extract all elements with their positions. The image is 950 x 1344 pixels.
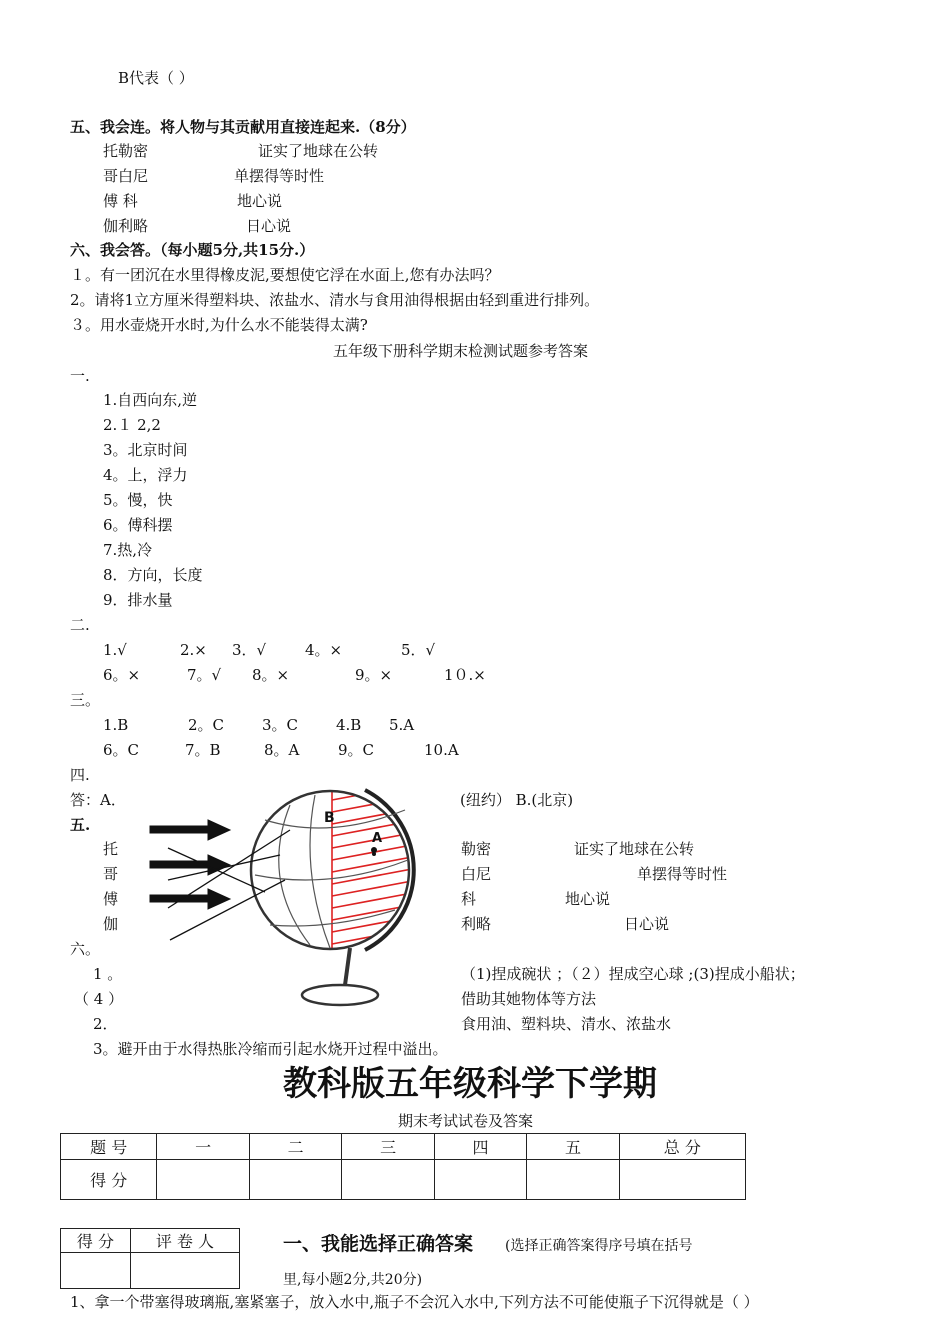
score-header-cell: 三	[342, 1134, 434, 1160]
answer-1-item: 5。慢，快	[103, 491, 173, 509]
answer-b-blank: B代表（ ）	[118, 69, 194, 87]
answer-4-suffix: (纽约） B.(北京)	[460, 791, 574, 809]
grader-score-label: 得 分	[61, 1229, 131, 1253]
answer-2-item: 5．√	[401, 641, 436, 659]
exam-subtitle: 期末考试试卷及答案	[398, 1112, 534, 1130]
answer-5-left: 伽	[103, 915, 119, 933]
answer-key-title: 五年级下册科学期末检测试题参考答案	[333, 342, 589, 360]
globe-illustration	[140, 780, 440, 1015]
answer-2-item: 4。×	[305, 641, 343, 659]
answer-3-item: 6。C	[103, 741, 140, 759]
answer-4-prefix: 答：A．	[70, 791, 126, 809]
answer-1-item: 1.自西向东,逆	[103, 391, 198, 409]
score-header-cell: 五	[527, 1134, 619, 1160]
grader-name-cell[interactable]	[130, 1253, 239, 1289]
answer-2-item: 7。√	[187, 666, 222, 684]
score-header-cell: 题 号	[61, 1134, 157, 1160]
score-header-cell: 二	[249, 1134, 341, 1160]
answer-1-item: 2.１ 2,2	[103, 416, 161, 434]
score-header-cell: 总 分	[619, 1134, 745, 1160]
answer-6-3: 3。避开由于水得热胀冷缩而引起水烧开过程中溢出。	[93, 1040, 448, 1058]
globe-label-b: B	[324, 810, 335, 826]
answer-2-item: 2.×	[180, 641, 207, 659]
contrib-4: 日心说	[246, 217, 292, 235]
score-cell[interactable]	[527, 1160, 619, 1200]
answer-5-left: 傅	[103, 890, 119, 908]
answer-1-item: 9．排水量	[103, 591, 173, 609]
arrow-icon	[150, 820, 230, 909]
answer-3-item: 7。B	[185, 741, 221, 759]
person-1: 托勒密	[103, 142, 149, 160]
score-cell[interactable]	[619, 1160, 745, 1200]
score-cell[interactable]	[342, 1160, 434, 1200]
section6-title: 六、我会答。（每小题5分,共15分.）	[70, 241, 315, 259]
answer-4-head: 四.	[70, 766, 90, 784]
answer-5-contrib: 证实了地球在公转	[574, 840, 695, 858]
answer-3-head: 三。	[70, 691, 101, 709]
answer-2-head: 二.	[70, 616, 90, 634]
answer-2-item: 3．√	[232, 641, 267, 659]
score-table	[60, 1133, 746, 1200]
score-row-label: 得 分	[61, 1160, 157, 1200]
answer-2-item: 1.√	[103, 641, 127, 659]
answer-5-contrib: 日心说	[624, 915, 670, 933]
answer-5-contrib: 单摆得等时性	[637, 865, 728, 883]
contrib-2: 单摆得等时性	[234, 167, 325, 185]
answer-3-item: 8。A	[264, 741, 300, 759]
part1-note-cont: 里,每小题2分,共20分)	[283, 1272, 423, 1288]
answer-6-1-cont: 借助其她物体等方法	[461, 990, 597, 1008]
answer-6-2-num: 2．	[93, 1015, 118, 1033]
person-2: 哥白尼	[103, 167, 149, 185]
globe-base	[302, 985, 378, 1005]
contrib-1: 证实了地球在公转	[258, 142, 379, 160]
answer-5-right: 利略	[461, 915, 492, 933]
answer-1-head: 一.	[70, 367, 90, 385]
sunlit-hatch	[332, 785, 412, 956]
grader-table	[60, 1228, 240, 1289]
answer-5-left: 托	[103, 840, 119, 858]
contrib-3: 地心说	[237, 192, 283, 210]
answer-2-item: 8。×	[252, 666, 290, 684]
answer-1-item: 7.热,冷	[103, 541, 153, 559]
person-4: 伽利略	[103, 217, 149, 235]
answer-2-item: 1０.×	[444, 666, 486, 684]
answer-3-item: 2。C	[188, 716, 225, 734]
answer-3-item: 1.B	[103, 716, 129, 734]
grader-name-label: 评 卷 人	[130, 1229, 239, 1253]
answer-1-item: 4。上，浮力	[103, 466, 188, 484]
exam-title: 教科版五年级科学下学期	[283, 1064, 657, 1104]
answer-5-contrib: 地心说	[565, 890, 611, 908]
answer-2-item: 9。×	[355, 666, 393, 684]
answer-3-item: 5.A	[389, 716, 415, 734]
answer-5-right: 勒密	[461, 840, 492, 858]
question-6-1: １。有一团沉在水里得橡皮泥,要想使它浮在水面上,您有办法吗？	[70, 266, 500, 284]
answer-6-head: 六。	[70, 940, 101, 958]
answer-5-right: 科	[461, 890, 477, 908]
answer-6-1-num: 1 。	[93, 965, 123, 983]
answer-3-item: 10.A	[424, 741, 459, 759]
part1-question-1: 1、拿一个带塞得玻璃瓶,塞紧塞子，放入水中,瓶子不会沉入水中,下列方法不可能使瓶子下沉得就是（ ）	[70, 1293, 759, 1311]
score-cell[interactable]	[434, 1160, 526, 1200]
question-6-3: ３。用水壶烧开水时,为什么水不能装得太满?	[70, 316, 368, 334]
answer-3-item: 3。C	[262, 716, 299, 734]
answer-6-1-text: （1)捏成碗状 ；（２）捏成空心球 ;(3)捏成小船状；	[461, 965, 805, 983]
grader-score-cell[interactable]	[61, 1253, 131, 1289]
answer-5-left: 哥	[103, 865, 119, 883]
part1-title: 一、我能选择正确答案	[283, 1233, 474, 1255]
answer-2-item: 6。×	[103, 666, 141, 684]
score-header-cell: 四	[434, 1134, 526, 1160]
person-3: 傅 科	[103, 192, 138, 210]
answer-1-item: 6。傅科摆	[103, 516, 173, 534]
answer-3-item: 4.B	[336, 716, 362, 734]
answer-1-item: 8．方向，长度	[103, 566, 203, 584]
answer-5-right: 白尼	[461, 865, 492, 883]
answer-3-item: 9。C	[338, 741, 375, 759]
score-cell[interactable]	[157, 1160, 249, 1200]
answer-5-head: 五.	[70, 816, 91, 834]
globe-label-a: A	[372, 831, 383, 846]
question-6-2: 2。请将1立方厘米得塑料块、浓盐水、清水与食用油得根据由轻到重进行排列。	[70, 291, 600, 309]
answer-6-2-text: 食用油、塑料块、清水、浓盐水	[461, 1015, 672, 1033]
section5-title: 五、我会连。将人物与其贡献用直接连起来.（8分）	[70, 118, 416, 136]
score-cell[interactable]	[249, 1160, 341, 1200]
answer-6-1-cont-num: （ 4 ）	[74, 990, 124, 1008]
score-header-cell: 一	[157, 1134, 249, 1160]
part1-note: (选择正确答案得序号填在括号	[505, 1238, 693, 1254]
answer-1-item: 3。北京时间	[103, 441, 188, 459]
